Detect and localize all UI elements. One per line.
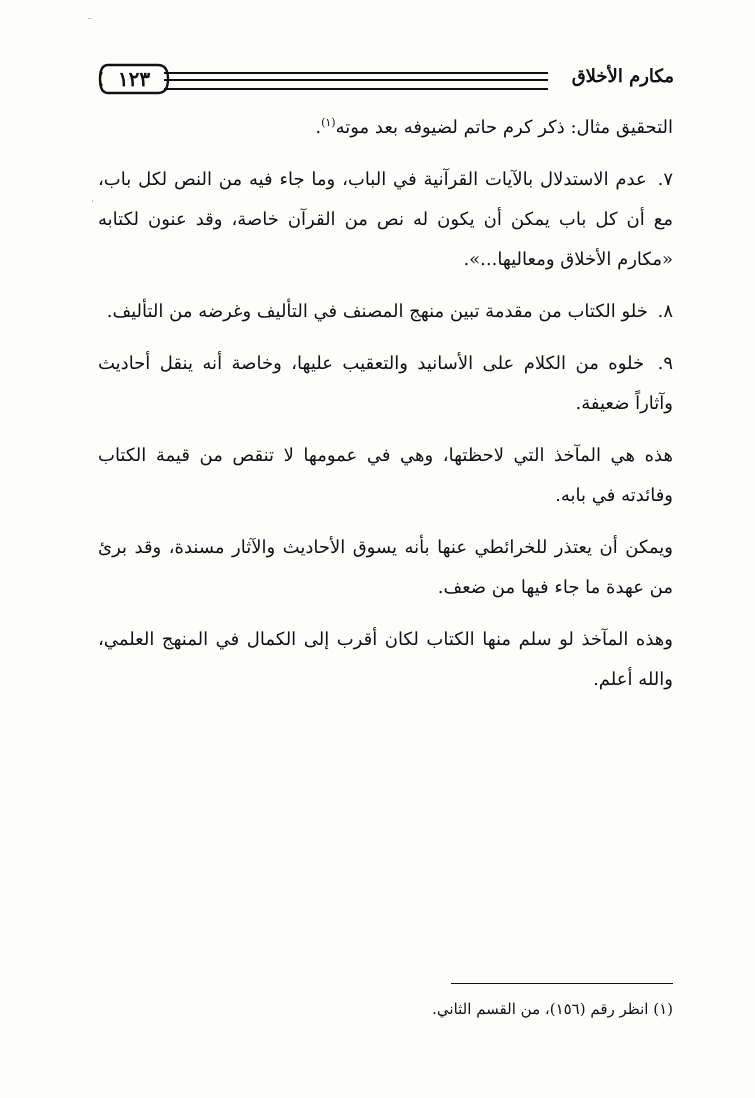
list-item <box>98 344 673 424</box>
item-text: خلوه من الكلام على الأسانيد والتعقيب عليها، وخاصة أنه ينقل أحاديث وآثاراً ضعيفة. <box>98 353 673 414</box>
item-text: خلو الكتاب من مقدمة تبين منهج المصنف في التأليف وغرضه من التأليف. <box>106 301 648 322</box>
main-text <box>98 108 673 706</box>
intro-text: التحقيق مثال: ذكر كرم حاتم لضيوفه بعد موته <box>335 117 673 138</box>
page-number: ١٢٣ <box>117 67 151 91</box>
footnote-marker: (١) <box>321 116 336 129</box>
scan-speck <box>92 200 93 202</box>
page-number-frame <box>98 62 170 96</box>
intro-end: . <box>315 117 322 138</box>
list-item <box>98 160 673 280</box>
item-text: عدم الاستدلال بالآيات القرآنية في الباب، وما جاء فيه من النص لكل باب، مع أن كل باب يمكن أن يكون له نص من القرآن خاصة، وقد عنون لكتابه «مكارم الأخلاق ومعاليها...». <box>98 169 673 270</box>
item-number: ٧. <box>657 169 673 190</box>
scan-speck <box>88 18 91 19</box>
footnote: (١) انظر رقم (١٥٦)، من القسم الثاني. <box>432 1000 673 1018</box>
intro-paragraph <box>98 108 673 148</box>
body-paragraph: وهذه المآخذ لو سلم منها الكتاب لكان أقرب إلى الكمال في المنهج العلمي، والله أعلم. <box>98 629 673 690</box>
body-paragraph: ويمكن أن يعتذر للخرائطي عنها بأنه يسوق الأحاديث والآثار مسندة، وقد برئ من عهدة ما جاء فيها من ضعف. <box>98 537 673 598</box>
footnote-rule <box>451 983 673 984</box>
page-header <box>98 62 674 100</box>
list-item <box>98 292 673 332</box>
running-title: مكارم الأخلاق <box>571 66 674 87</box>
header-rule <box>164 72 548 90</box>
body-paragraph: هذه هي المآخذ التي لاحظتها، وهي في عمومها لا تنقص من قيمة الكتاب وفائدته في بابه. <box>98 445 673 506</box>
item-number: ٨. <box>657 301 673 322</box>
item-number: ٩. <box>657 353 673 374</box>
